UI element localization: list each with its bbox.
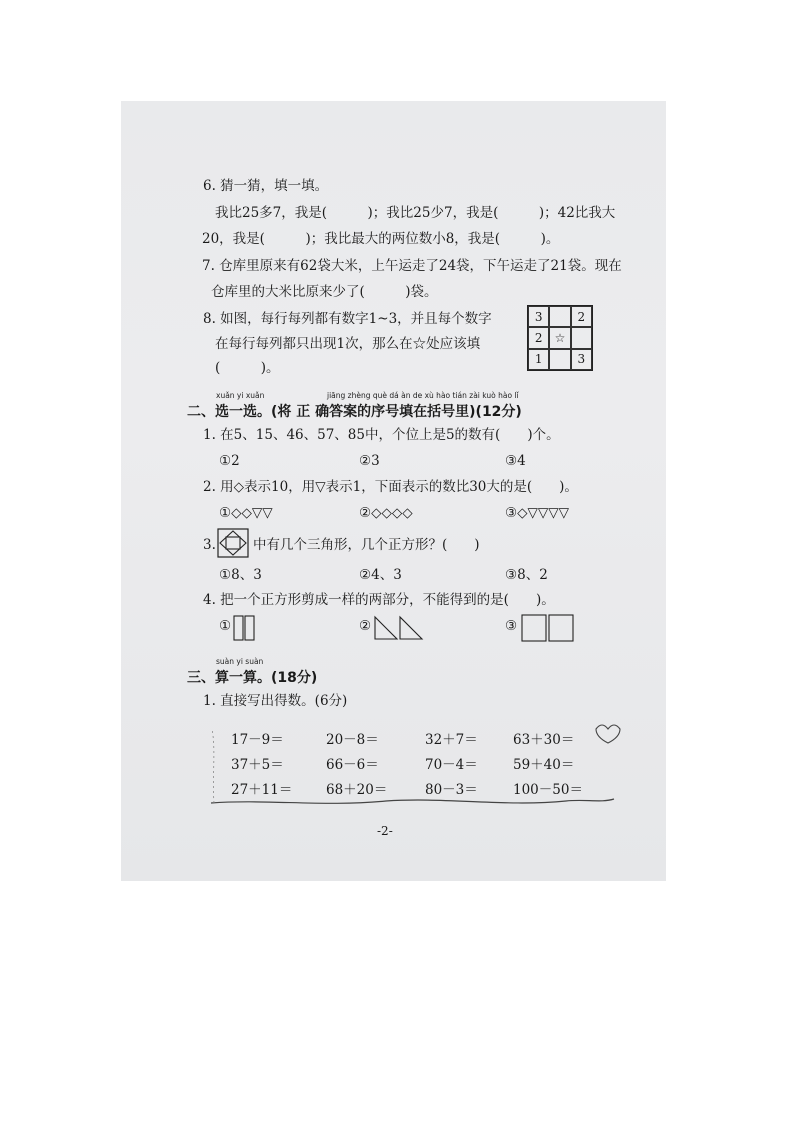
- s2-q1-option-1: ①2: [219, 453, 240, 469]
- calc-item: 37＋5＝: [231, 757, 284, 773]
- q7-line2: 仓库里的大米比原来少了( )袋。: [211, 284, 438, 300]
- q8-line2: 在每行每列都只出现1次，那么在☆处应该填: [215, 336, 481, 352]
- section2-pinyin-2: jiāng zhèng què dá àn de xù hào tián zài kuò hào lǐ: [327, 391, 519, 400]
- calc-item: 20－8＝: [326, 732, 379, 748]
- calc-item: 80－3＝: [425, 782, 478, 798]
- grid-cell: [549, 349, 570, 370]
- s2-q1-text: 1. 在5、15、46、57、85中，个位上是5的数有( )个。: [203, 427, 560, 443]
- s2-q1-option-3: ③4: [505, 453, 526, 469]
- exam-page: [121, 101, 666, 881]
- s2-q2-option-1: ①◇◇▽▽: [219, 505, 273, 521]
- s2-q3-option-2: ②4、3: [359, 567, 402, 583]
- s2-q1-option-2: ②3: [359, 453, 380, 469]
- page-number: -2-: [377, 824, 393, 838]
- section2-title: 二、选一选。(将 正 确答案的序号填在括号里)(12分): [187, 404, 522, 420]
- s2-q4-option-1: ①: [219, 618, 232, 634]
- grid-cell: ☆: [549, 327, 570, 348]
- grid-cell: 2: [528, 327, 549, 348]
- calc-item: 100－50＝: [513, 782, 583, 798]
- calc-item: 68＋20＝: [326, 782, 388, 798]
- q8-line3: ( )。: [215, 360, 280, 376]
- q6-line3: 20，我是( )；我比最大的两位数小8，我是( )。: [202, 231, 560, 247]
- s2-q2-option-3: ③◇▽▽▽▽: [505, 505, 570, 521]
- s2-q4-text: 4. 把一个正方形剪成一样的两部分，不能得到的是( )。: [203, 592, 555, 608]
- section3-pinyin: suàn yi suàn: [216, 657, 264, 666]
- section3-title: 三、算一算。(18分): [187, 670, 318, 686]
- s2-q3-option-3: ③8、2: [505, 567, 548, 583]
- calc-item: 17－9＝: [231, 732, 284, 748]
- q7-line1: 7. 仓库里原来有62袋大米，上午运走了24袋，下午运走了21袋。现在: [202, 258, 622, 274]
- s2-q3-text: 中有几个三角形，几个正方形？( ): [253, 537, 480, 553]
- q8-line1: 8. 如图，每行每列都有数字1~3，并且每个数字: [203, 311, 492, 327]
- grid-cell: [549, 306, 570, 327]
- s2-q3-option-1: ①8、3: [219, 567, 262, 583]
- grid-cell: [571, 327, 592, 348]
- grid-cell: 3: [571, 349, 592, 370]
- grid-cell: 2: [571, 306, 592, 327]
- q6-title: 6. 猜一猜，填一填。: [203, 178, 329, 194]
- s2-q4-option-3: ③: [505, 618, 518, 634]
- calc-box-decoration: [206, 719, 621, 809]
- calc-item: 70－4＝: [425, 757, 478, 773]
- calc-item: 63＋30＝: [513, 732, 575, 748]
- two-rectangles-figure: [233, 615, 255, 641]
- s3-q1-title: 1. 直接写出得数。(6分): [203, 693, 348, 709]
- grid-cell: 3: [528, 306, 549, 327]
- calc-item: 27＋11＝: [231, 782, 293, 798]
- square-triangles-figure: [217, 528, 249, 558]
- number-grid: [527, 305, 593, 371]
- calc-item: 59＋40＝: [513, 757, 575, 773]
- grid-cell: 1: [528, 349, 549, 370]
- s2-q3-number: 3.: [203, 537, 216, 553]
- two-triangles-figure: [373, 615, 425, 641]
- calc-item: 66－6＝: [326, 757, 379, 773]
- s2-q2-text: 2. 用◇表示10，用▽表示1，下面表示的数比30大的是( )。: [203, 479, 578, 495]
- s2-q4-option-2: ②: [359, 618, 372, 634]
- calc-item: 32＋7＝: [425, 732, 478, 748]
- q6-line2: 我比25多7，我是( )；我比25少7，我是( )；42比我大: [215, 205, 616, 221]
- two-squares-figure: [521, 614, 575, 642]
- s2-q2-option-2: ②◇◇◇◇: [359, 505, 413, 521]
- section2-pinyin-1: xuǎn yi xuǎn: [216, 391, 265, 400]
